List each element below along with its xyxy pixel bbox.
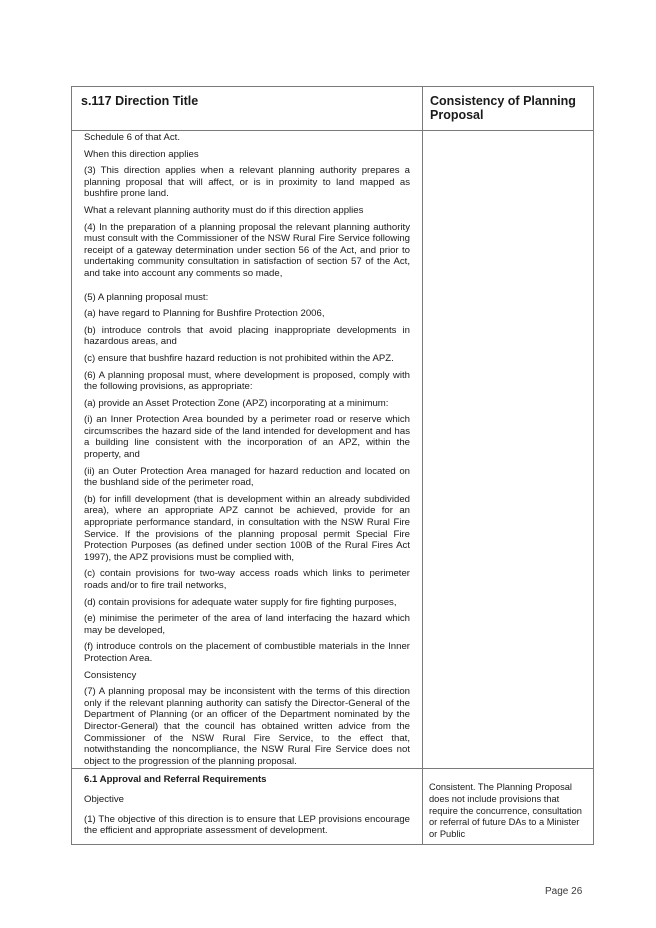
paragraph: (d) contain provisions for adequate water supply for fire fighting purposes, bbox=[84, 596, 397, 608]
table-row bbox=[72, 769, 594, 845]
consistency-cell-empty bbox=[423, 131, 594, 769]
paragraph: (i) an Inner Protection Area bounded by a perimeter road or reserve which circumscribes the hazard side of the land intended for development and has a building line consistent with the incorporation of an APZ, within the property, and bbox=[84, 414, 410, 461]
paragraph: (6) A planning proposal must, where development is proposed, comply with the following provisions, as appropriate: bbox=[84, 369, 410, 393]
section-heading: Objective bbox=[84, 793, 124, 805]
page-number: Page 26 bbox=[545, 886, 583, 897]
section-heading: When this direction applies bbox=[84, 148, 199, 160]
paragraph: (4) In the preparation of a planning proposal the relevant planning authority must consult with the Commissioner of the NSW Rural Fire Service following receipt of a gateway determination under section 56 of the Act, and prior to undertaking community consultation in satisfaction of section 57 of the Act, and take into account any comments so made, bbox=[84, 221, 410, 279]
paragraph: (f) introduce controls on the placement of combustible materials in the Inner Protection Area. bbox=[84, 641, 410, 664]
section-heading: Consistency bbox=[84, 669, 137, 681]
paragraph: (c) ensure that bushfire hazard reduction is not prohibited within the APZ. bbox=[84, 352, 394, 364]
paragraph: (e) minimise the perimeter of the area of land interfacing the hazard which may be developed, bbox=[84, 613, 410, 636]
table-row bbox=[72, 131, 594, 769]
paragraph: (c) contain provisions for two-way access roads which links to perimeter roads and/or to fire trail networks, bbox=[84, 568, 410, 591]
consistency-cell bbox=[423, 769, 594, 845]
header-consistency: Consistency of Planning Proposal bbox=[423, 87, 594, 131]
header-direction-title: s.117 Direction Title bbox=[72, 87, 423, 131]
direction-text-cell bbox=[72, 131, 423, 769]
direction-title: 6.1 Approval and Referral Requirements bbox=[84, 774, 267, 786]
section-heading: What a relevant planning authority must do if this direction applies bbox=[84, 204, 364, 216]
paragraph: (ii) an Outer Protection Area managed for hazard reduction and located on the bushland side of the perimeter road, bbox=[84, 465, 410, 489]
paragraph: (7) A planning proposal may be inconsistent with the terms of this direction only if the relevant planning authority can satisfy the Director-General of the Department of Planning (or an officer of the Department nominated by the Director-General) that the council has obtained written advice from the Commissioner of the NSW Rural Fire Service, to the effect that, notwithstanding the noncompliance, the NSW Rural Fire Service does not object to the progression of the planning proposal. bbox=[84, 686, 410, 767]
table-header-row bbox=[72, 87, 594, 131]
direction-text-cell bbox=[72, 769, 423, 845]
consistency-text: Consistent. The Planning Proposal does not include provisions that require the concurrence, consultation or referral of future DAs to a Minister or Public bbox=[429, 782, 582, 839]
paragraph: Schedule 6 of that Act. bbox=[84, 132, 181, 143]
paragraph: (3) This direction applies when a relevant planning authority prepares a planning proposal that will affect, or is in proximity to land mapped as bushfire prone land. bbox=[84, 165, 410, 200]
direction-table bbox=[71, 86, 594, 845]
paragraph: (1) The objective of this direction is to ensure that LEP provisions encourage the efficient and appropriate assessment of development. bbox=[84, 813, 410, 837]
paragraph: (a) have regard to Planning for Bushfire Protection 2006, bbox=[84, 308, 325, 320]
paragraph: (a) provide an Asset Protection Zone (APZ) incorporating at a minimum: bbox=[84, 397, 389, 409]
paragraph: (b) for infill development (that is development within an already subdivided area), where an appropriate APZ cannot be achieved, provide for an appropriate performance standard, in consultation with the NSW Rural Fire Service. If the provisions of the planning proposal permit Special Fire Protection Purposes (as defined under section 100B of the Rural Fires Act 1997), the APZ provisions must be complied with, bbox=[84, 493, 410, 563]
paragraph: (5) A planning proposal must: bbox=[84, 291, 209, 303]
paragraph: (b) introduce controls that avoid placing inappropriate developments in hazardous areas, and bbox=[84, 324, 410, 348]
